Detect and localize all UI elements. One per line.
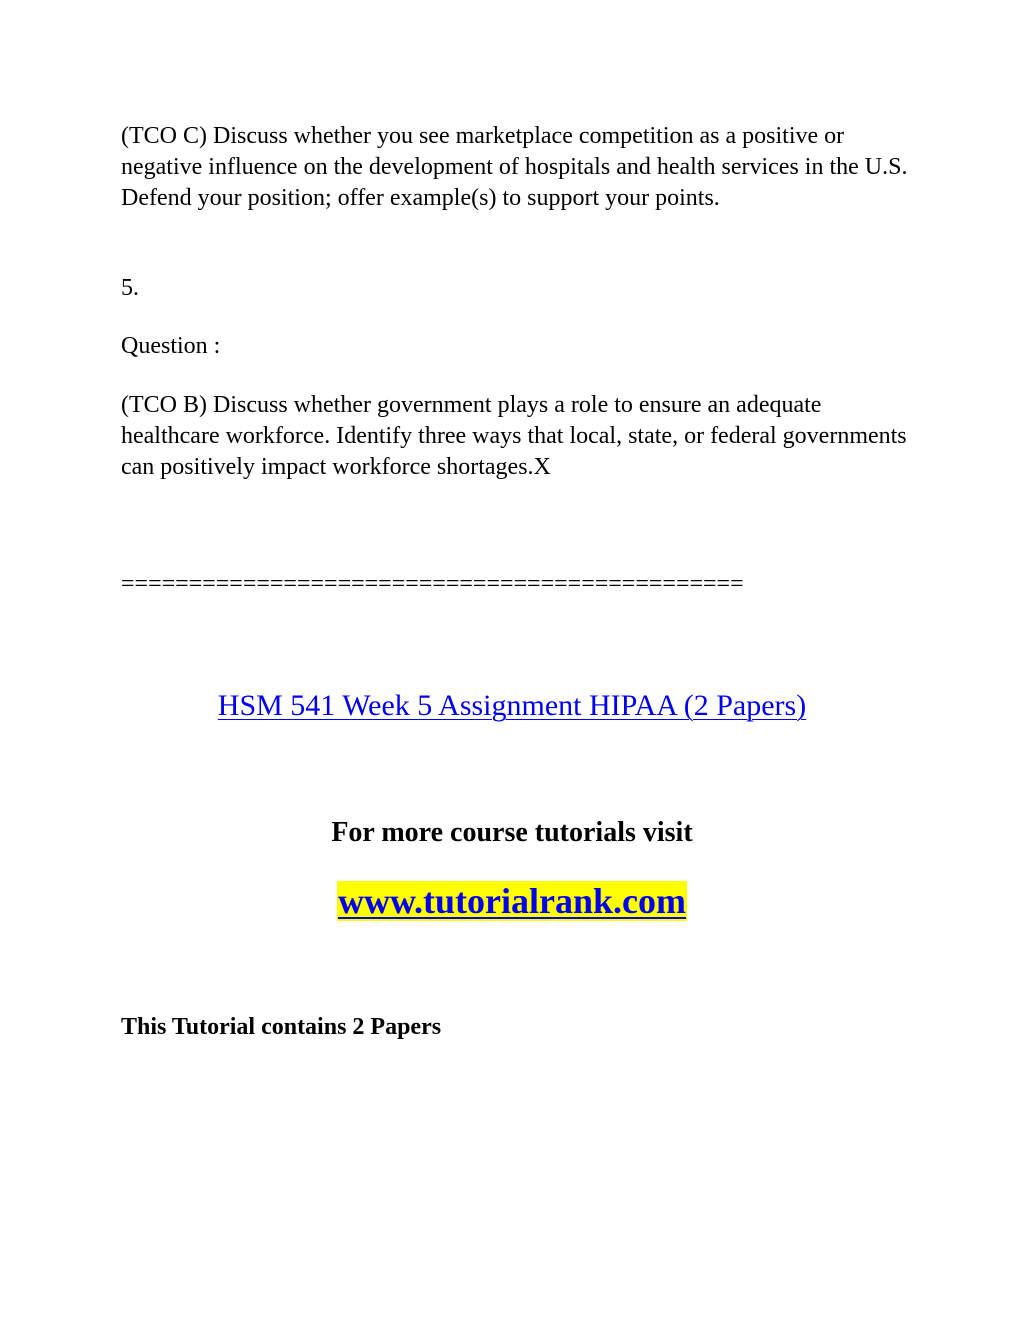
question-5-label: Question :	[121, 333, 221, 359]
separator-line: ==============================================	[121, 571, 744, 597]
assignment-title-link[interactable]: HSM 541 Week 5 Assignment HIPAA (2 Papers)	[217, 689, 807, 722]
tutorial-contains-text: This Tutorial contains 2 Papers	[121, 1014, 442, 1040]
visit-text: For more course tutorials visit	[331, 817, 693, 848]
question-5-number: 5.	[121, 275, 139, 301]
tutorialrank-site-link[interactable]: www.tutorialrank.com	[338, 881, 686, 921]
question-5-text: (TCO B) Discuss whether government plays a role to ensure an adequate healthcare workforce. Identify three ways that local, state, or federal governments can positively impact workforce shortages.X	[121, 392, 907, 480]
question-4-text: (TCO C) Discuss whether you see marketplace competition as a positive or negative influence on the development of hospitals and health services in the U.S. Defend your position; offer example(s) to support your points.	[121, 123, 908, 211]
